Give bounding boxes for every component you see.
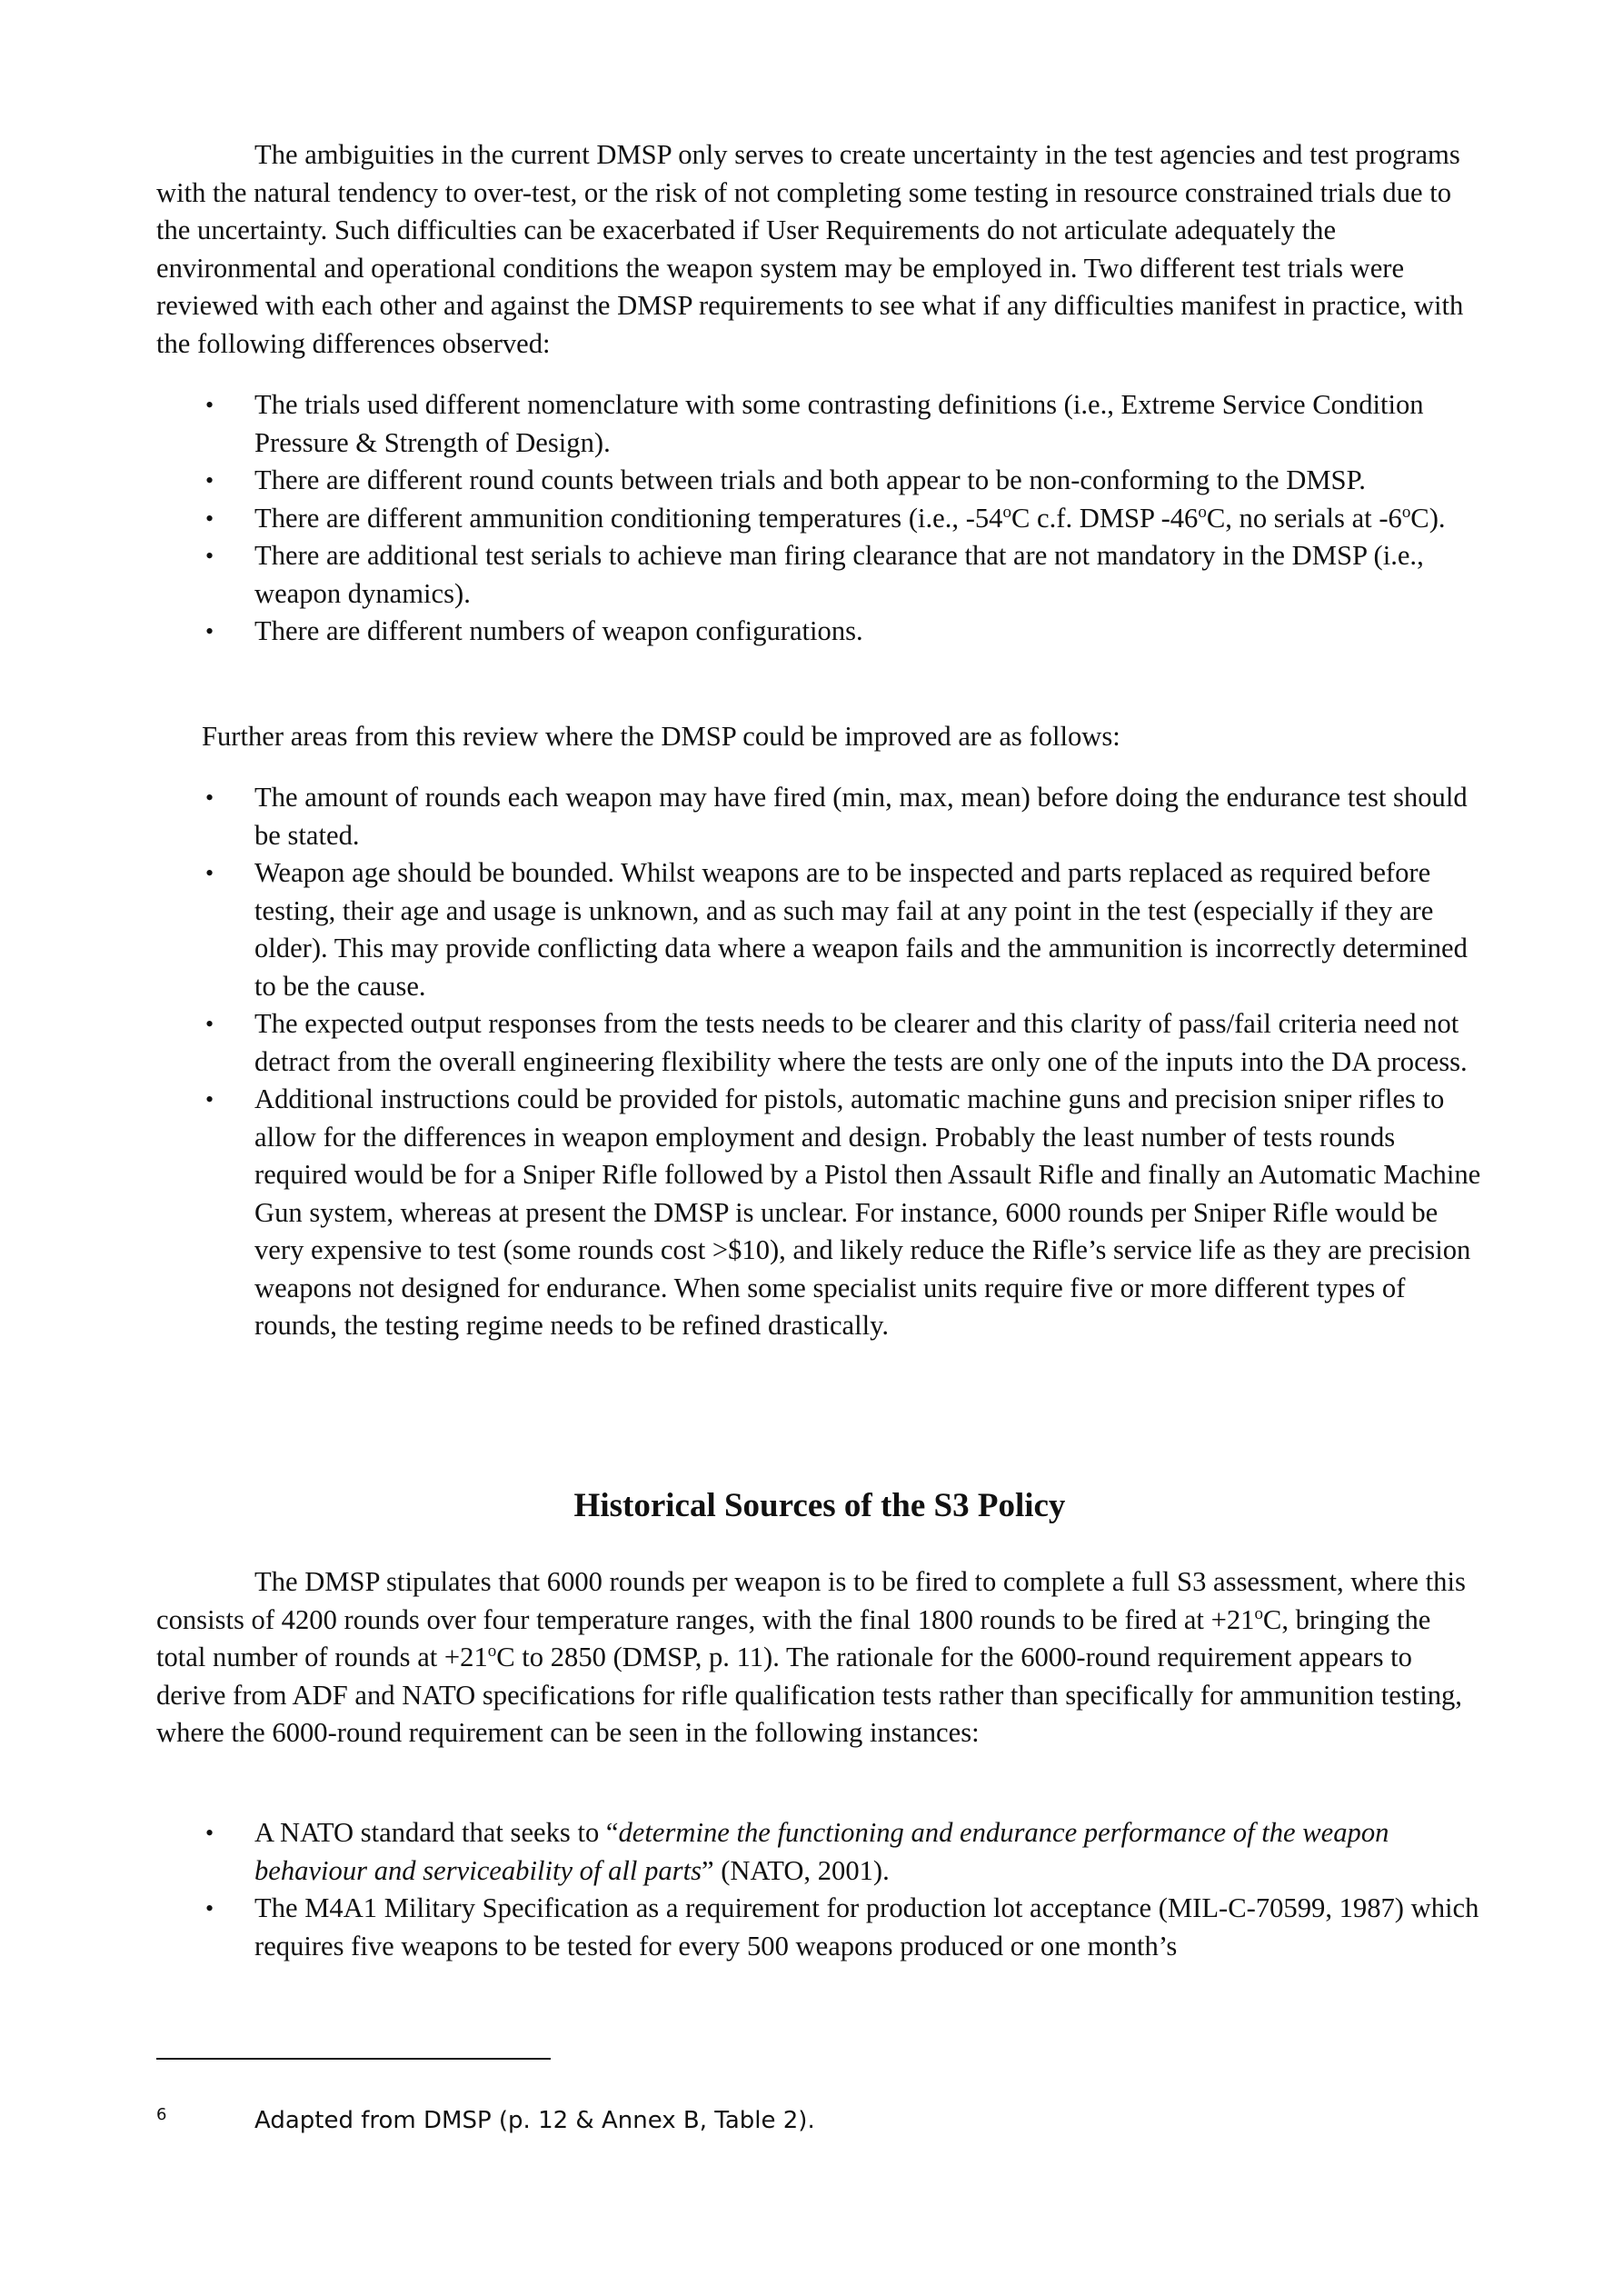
- bullet-icon: •: [205, 784, 214, 811]
- list-item: • There are different ammunition conditioning temperatures (i.e., -54$^o$C c.f. DMSP -46$^o$C, no serials at -6$^o$C).: [156, 500, 1483, 538]
- list-item: • The amount of rounds each weapon may have fired (min, max, mean) before doing the endurance test should be stated.: [156, 779, 1483, 854]
- bullet-icon: •: [205, 1895, 214, 1922]
- section-heading: Historical Sources of the S3 Policy: [573, 1487, 1066, 1524]
- bullet-icon: •: [205, 1086, 214, 1113]
- intro-paragraph: The ambiguities in the current DMSP only serves to create uncertainty in the test agencies and test programs with the natural tendency to over-test, or the risk of not completing some testing in resource constrained trials due to the uncertainty. Such difficulties can be exacerbated if User Requirements do not articulate adequately the environmental and operational conditions the weapon system may be employed in. Two different test trials were reviewed with each other and against the DMSP requirements to see what if any difficulties manifest in practice, with the following differences observed:: [156, 139, 1464, 359]
- list-item: • A NATO standard that seeks to “determine the functioning and endurance performance of the weapon behaviour and serviceability of all parts” (NATO, 2001).: [156, 1814, 1483, 1890]
- bullet-icon: •: [205, 618, 214, 644]
- list-item: • The trials used different nomenclature with some contrasting definitions (i.e., Extreme Service Condition Pressure & Strength of Design).: [156, 386, 1483, 462]
- list-item: • There are additional test serials to achieve man firing clearance that are not mandatory in the DMSP (i.e., weapon dynamics).: [156, 537, 1483, 613]
- list-item: • There are different numbers of weapon configurations.: [156, 613, 1483, 651]
- differences-list: [156, 386, 1483, 651]
- improvements-list: [156, 779, 1483, 1345]
- list-item: • The expected output responses from the tests needs to be clearer and this clarity of pass/fail criteria need not detract from the overall engineering flexibility where the tests are only one of the inputs into the DA process.: [156, 1005, 1483, 1081]
- bullet-icon: •: [205, 467, 214, 494]
- bullet-icon: •: [205, 543, 214, 569]
- bullet-icon: •: [205, 392, 214, 418]
- footnote-separator: [156, 2058, 551, 2060]
- bullet-icon: •: [205, 1820, 214, 1846]
- further-intro: Further areas from this review where the DMSP could be improved are as follows:: [202, 721, 1120, 752]
- footnote-text: Adapted from DMSP (p. 12 & Annex B, Table 2).: [254, 2107, 815, 2134]
- list-item: • Weapon age should be bounded. Whilst weapons are to be inspected and parts replaced as required before testing, their age and usage is unknown, and as such may fail at any point in the test (especially if they are older). This may provide conflicting data where a weapon fails and the ammunition is incorrectly determined to be the cause.: [156, 854, 1483, 1005]
- list-item: • There are different round counts between trials and both appear to be non-conforming to the DMSP.: [156, 462, 1483, 500]
- bullet-icon: •: [205, 1011, 214, 1037]
- list-item: • The M4A1 Military Specification as a requirement for production lot acceptance (MIL-C-70599, 1987) which requires five weapons to be tested for every 500 weapons produced or one month’s: [156, 1890, 1483, 1965]
- s3-paragraph: The DMSP stipulates that 6000 rounds per weapon is to be fired to complete a full S3 assessment, where this consists of 4200 rounds over four temperature ranges, with the final 1800 rounds to be fired at $+21^oC$, bringing the total number of rounds at $+21^oC$ to 2850 (DMSP, p. 11). The rationale for the 6000-round requirement appears to derive from ADF and NATO specifications for rifle qualification tests rather than specifically for ammunition testing, where the 6000-round requirement can be seen in the following instances:: [156, 1566, 1466, 1748]
- bullet-icon: •: [205, 504, 214, 532]
- instances-list: [156, 1814, 1483, 1965]
- bullet-icon: •: [205, 860, 214, 886]
- footnote-number: 6: [156, 2105, 167, 2124]
- list-item: • Additional instructions could be provided for pistols, automatic machine guns and precision sniper rifles to allow for the differences in weapon employment and design. Probably the least number of tests rounds required would be for a Sniper Rifle followed by a Pistol then Assault Rifle and finally an Automatic Machine Gun system, whereas at present the DMSP is unclear. For instance, 6000 rounds per Sniper Rifle would be very expensive to test (some rounds cost >$10), and likely reduce the Rifle’s service life as they are precision weapons not designed for endurance. When some specialist units require five or more different types of rounds, the testing regime needs to be refined drastically.: [156, 1081, 1483, 1345]
